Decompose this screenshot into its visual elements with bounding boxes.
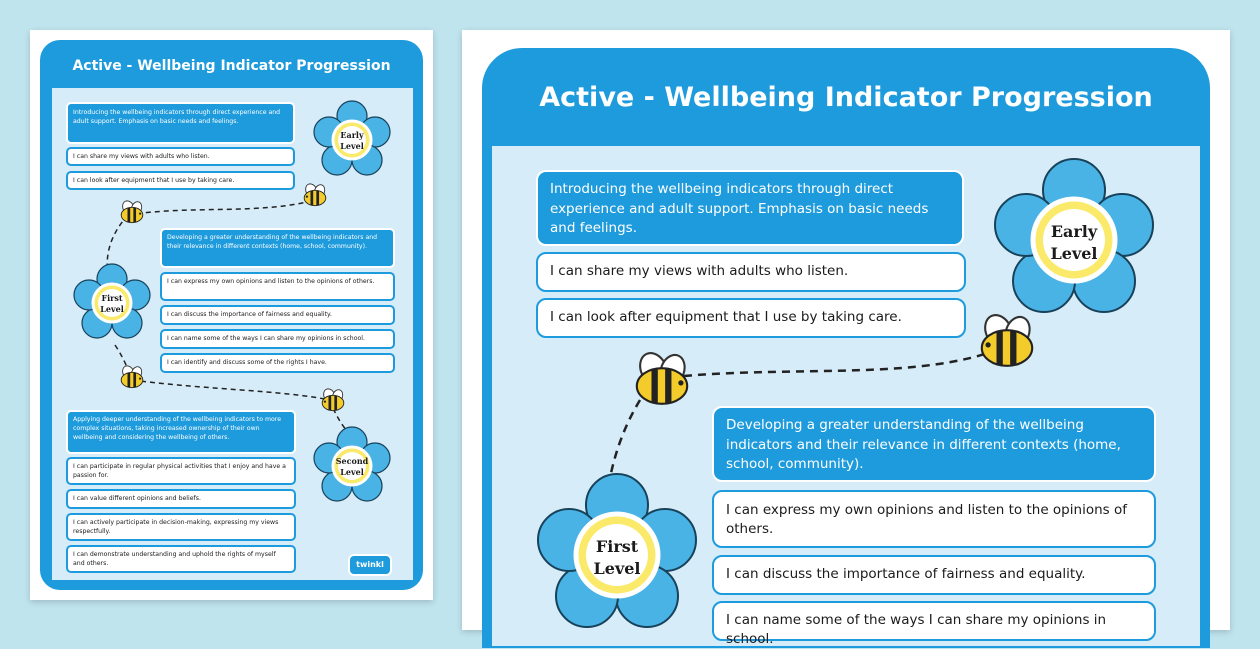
first-intro-small: Developing a greater understanding of the wellbeing indicators and their relevance in different contexts (home, school, community).: [160, 228, 395, 268]
first-level-label-2-small: Level: [100, 304, 124, 314]
bee-icon: [635, 349, 689, 404]
second-item-small: I can value different opinions and beliefs.: [66, 489, 296, 509]
twinkl-logo: twinkl: [348, 554, 392, 576]
second-level-label-2-small: Level: [340, 467, 364, 477]
second-intro-small: Applying deeper understanding of the wellbeing indicators to more complex situations, taking increased ownership of their own wellbeing and considering the wellbeing of others.: [66, 410, 296, 454]
early-item: I can look after equipment that I use by taking care.: [536, 298, 966, 338]
early-item-small: I can look after equipment that I use by taking care.: [66, 171, 295, 190]
early-level-label-1: Early: [1050, 222, 1098, 241]
bee-icon: [120, 199, 143, 223]
bee-icon: [303, 182, 326, 206]
first-item-small: I can express my own opinions and listen to the opinions of others.: [160, 272, 395, 301]
bee-icon: [980, 311, 1034, 366]
early-item-small: I can share my views with adults who listen.: [66, 147, 295, 166]
first-item: I can discuss the importance of fairness and equality.: [712, 555, 1156, 595]
early-item: I can share my views with adults who listen.: [536, 252, 966, 292]
large-poster: [462, 30, 1230, 647]
early-flower-small: [314, 101, 390, 175]
second-level-label-1-small: Second: [335, 456, 369, 466]
second-item-small: I can participate in regular physical activities that I enjoy and have a passion for.: [66, 457, 296, 485]
first-item: I can name some of the ways I can share my opinions in school.: [712, 601, 1156, 641]
second-item-small: I can demonstrate understanding and uphold the rights of myself and others.: [66, 545, 296, 573]
small-poster-title: Active - Wellbeing Indicator Progression: [72, 58, 391, 74]
first-item-small: I can discuss the importance of fairness and equality.: [160, 305, 395, 325]
early-level-label-1-small: Early: [340, 130, 364, 140]
first-item: I can express my own opinions and listen to the opinions of others.: [712, 490, 1156, 548]
first-flower-small: [74, 264, 150, 338]
first-intro: Developing a greater understanding of the wellbeing indicators and their relevance in different contexts (home, school, community).: [712, 406, 1156, 482]
bee-icon: [120, 364, 143, 388]
early-level-label-2-small: Level: [340, 141, 364, 151]
first-level-label-1-small: First: [101, 293, 123, 303]
early-intro-small: Introducing the wellbeing indicators through direct experience and adult support. Emphasis on basic needs and feelings.: [66, 102, 295, 144]
first-item-small: I can identify and discuss some of the rights I have.: [160, 353, 395, 373]
first-level-label-2: Level: [593, 559, 641, 578]
early-flower: [995, 159, 1153, 312]
first-item-small: I can name some of the ways I can share my opinions in school.: [160, 329, 395, 349]
first-flower: [538, 474, 696, 627]
early-intro: Introducing the wellbeing indicators through direct experience and adult support. Emphasis on basic needs and feelings.: [536, 170, 964, 246]
first-level-label-1: First: [595, 537, 639, 556]
early-level-label-2: Level: [1050, 244, 1098, 263]
bee-icon: [321, 387, 344, 411]
second-item-small: I can actively participate in decision-making, expressing my views respectfully.: [66, 513, 296, 541]
large-poster-title: Active - Wellbeing Indicator Progression: [539, 82, 1153, 113]
second-flower-small: [314, 427, 390, 501]
small-poster: [30, 30, 433, 600]
